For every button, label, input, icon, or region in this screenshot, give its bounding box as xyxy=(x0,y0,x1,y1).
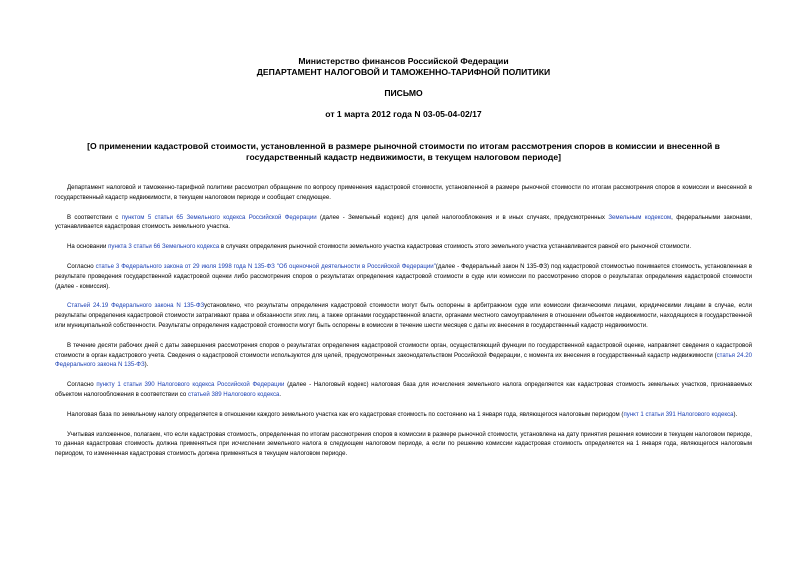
link-federal-law-135-art24-20[interactable]: статья 24.20 Федерального закона N 135-ФЗ xyxy=(55,351,753,369)
ministry-name: Министерство финансов Российской Федерации xyxy=(298,56,509,66)
document-subject: [О применении кадастровой стоимости, установленной в размере рыночной стоимости по итогам рассмотрения споров в комиссии и внесенной в государственный кадастр недвижимости, в текущем налоговом периоде] xyxy=(87,141,720,162)
paragraph-text: Согласно xyxy=(67,262,96,270)
paragraph-text: Департамент налоговой и таможенно-тарифной политики рассмотрел обращение по вопросу применения кадастровой стоимости, установленной в размере рыночной стоимости по итогам рассмотрения споров в комиссии и внесенной в государственный кадастр недвижимости, в текущем налоговом периоде и сообщает следующее. xyxy=(55,184,752,201)
paragraph-text: (далее - Налоговый кодекс) налоговая база для исчисления земельного налога определяется как кадастровая стоимость земельных участков, признаваемых объектом налогообложения в соответствии со xyxy=(55,381,752,398)
paragraph-5 xyxy=(55,301,752,330)
link-federal-law-135-art3[interactable]: статье 3 Федерального закона от 29 июля 1998 года N 135-ФЗ "Об оценочной деятельности в Российской Федерации" xyxy=(95,262,436,270)
link-land-code[interactable]: Земельным кодексом xyxy=(608,213,672,221)
link-land-code-art65-p5[interactable]: пунктом 5 статьи 65 Земельного кодекса Российской Федерации xyxy=(121,213,317,221)
paragraph-4 xyxy=(55,262,752,291)
paragraph-text: установлено, что результаты определения кадастровой стоимости могут быть оспорены в арбитражном суде или комиссии физическими лицами, юридическими лицами в случае, если результаты определения кадастровой стоимости затрагивают права и обязанности этих лиц, а также органами государственной власти, органами местного самоуправления в отношении объектов недвижимости, находящихся в государственной или муниципальной собственности. Результаты определения кадастровой стоимости могут быть оспорены в комиссии в течение шести месяцев с даты их внесения в государственный кадастр недвижимости. xyxy=(55,302,752,329)
paragraph-1 xyxy=(55,183,752,203)
document-body xyxy=(55,183,752,459)
paragraph-text: В течение десяти рабочих дней с даты завершения рассмотрения споров о результатах определения кадастровой стоимости орган, осуществляющий функции по государственной кадастровой оценке, направляет сведения о кадастровой стоимости в орган кадастрового учета. Сведения о кадастровой стоимости используются для целей, предусмотренных законодательством Российской Федерации, с момента их внесения в государственный кадастр недвижимости ( xyxy=(55,341,752,359)
paragraph-text: Согласно xyxy=(67,381,97,389)
paragraph-text: На основании xyxy=(67,243,109,251)
paragraph-text: , федеральными законами, устанавливается кадастровая стоимость земельного участка. xyxy=(55,213,752,231)
paragraph-2 xyxy=(55,213,752,233)
paragraph-text: (далее - Земельный кодекс) для целей налогообложения и в иных случаях, предусмотренных xyxy=(316,213,609,221)
paragraph-text: ). xyxy=(733,410,738,418)
link-land-code-art66-p3[interactable]: пункта 3 статьи 66 Земельного кодекса xyxy=(108,243,220,251)
link-federal-law-135-art24-19[interactable]: Статьей 24.19 Федерального закона N 135-ФЗ xyxy=(67,302,205,310)
paragraph-text: Налоговая база по земельному налогу определяется в отношении каждого земельного участка как его кадастровая стоимость по состоянию на 1 января года, являющегося налоговым периодом ( xyxy=(67,410,624,418)
paragraph-text: ). xyxy=(144,361,149,369)
paragraph-3 xyxy=(55,242,752,252)
paragraph-text: Учитывая изложенное, полагаем, что если кадастровая стоимость, определенная по итогам рассмотрения споров в комиссии в размере рыночной стоимости, установлена на дату принятия решения комиссии в текущем налоговом периоде, то данная кадастровая стоимость должна применяться при исчислении земельного налога в следующем налоговом периоде, а если по решению комиссии кадастровая стоимость определяется на 1 января года, являющегося налоговым периодом, то измененная кадастровая стоимость должна применяться в текущем налоговом периоде. xyxy=(55,430,752,458)
document-date-number: от 1 марта 2012 года N 03-05-04-02/17 xyxy=(325,109,482,119)
paragraph-9 xyxy=(55,430,752,459)
link-tax-code-art390-p1[interactable]: пункту 1 статьи 390 Налогового кодекса Российской Федерации xyxy=(96,381,285,389)
paragraph-6 xyxy=(55,341,752,370)
paragraph-7 xyxy=(55,380,752,400)
paragraph-text: в случаях определения рыночной стоимости земельного участка кадастровая стоимость этого земельного участка устанавливается равной его рыночной стоимости. xyxy=(219,243,692,251)
paragraph-text: . xyxy=(279,390,282,398)
link-tax-code-art389[interactable]: статьей 389 Налогового кодекса xyxy=(187,390,280,398)
link-tax-code-art391-p1[interactable]: пункт 1 статьи 391 Налогового кодекса xyxy=(623,410,734,418)
paragraph-8 xyxy=(55,410,752,420)
department-name: ДЕПАРТАМЕНТ НАЛОГОВОЙ И ТАМОЖЕННО-ТАРИФНОЙ ПОЛИТИКИ xyxy=(256,67,551,77)
document-type: ПИСЬМО xyxy=(384,88,423,98)
paragraph-text: В соответствии с xyxy=(67,213,122,221)
paragraph-text: (далее - Федеральный закон N 135-ФЗ) под кадастровой стоимостью понимается стоимость, установленная в результате проведения государственной кадастровой оценки либо рассмотрения споров о результатах определения кадастровой стоимости в суде или комиссии по рассмотрению споров о результатах определения кадастровой стоимости (далее - комиссия). xyxy=(55,262,752,290)
